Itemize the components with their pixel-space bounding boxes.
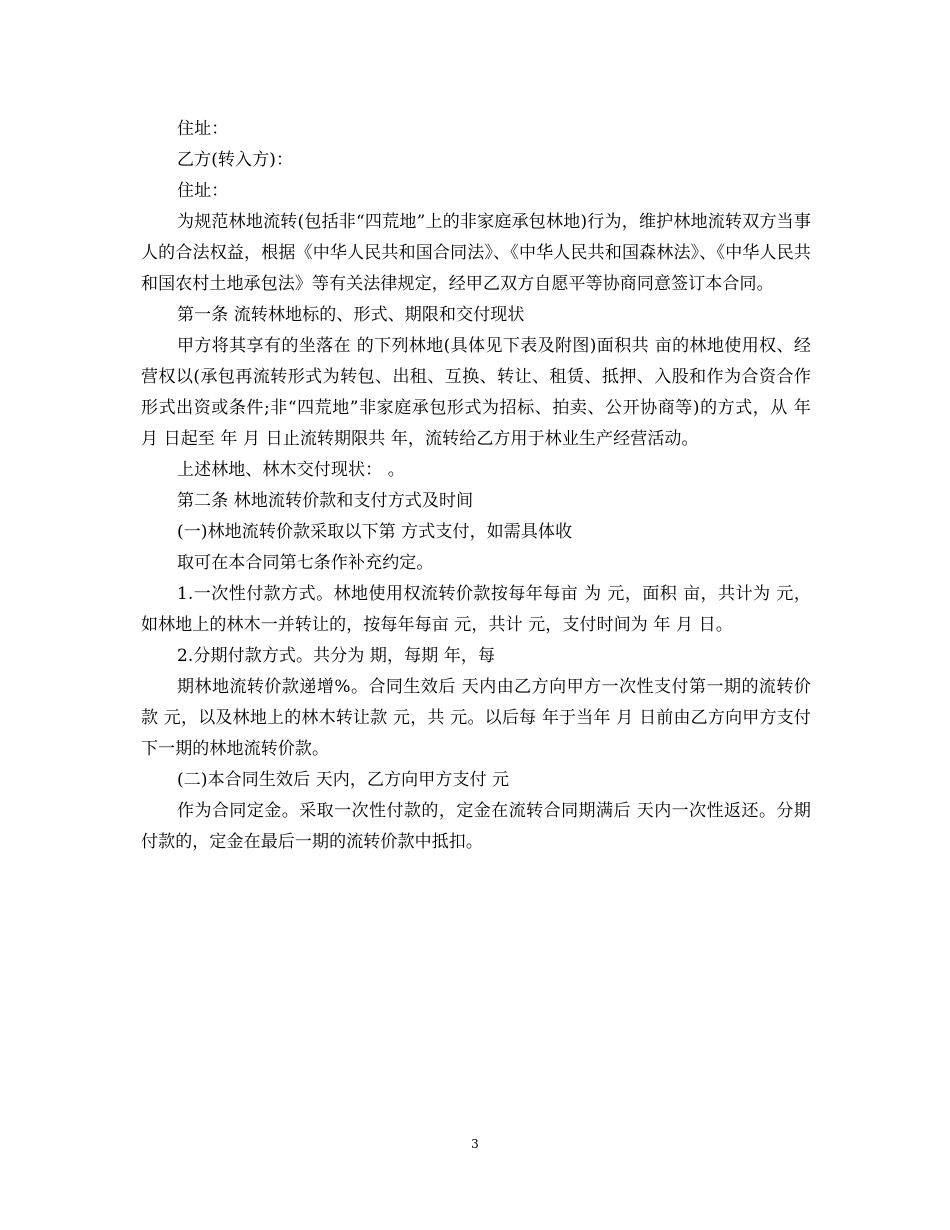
payment-method-continued: 取可在本合同第七条作补充约定。 <box>177 553 434 573</box>
article-2-heading: 第二条 林地流转价款和支付方式及时间 <box>177 491 474 511</box>
article-1-body: 甲方将其享有的坐落在 的下列林地(具体见下表及附图)面积共 亩的林地使用权、经营权以(承包再流转形式为转包、出租、互换、转让、租赁、抵押、入股和作为合资合作形式出资或条件;非“四荒地”非家庭承包形式为招标、拍卖、公开协商等)的方式，从 年 月 日起至 年 月 日止流转期限共 年，流转给乙方用于林业生产经营活动。 <box>141 336 811 449</box>
delivery-status-line: 上述林地、林木交付现状： 。 <box>177 460 405 480</box>
installment-payment-paragraph: 期林地流转价款递增%。合同生效后 天内由乙方向甲方一次性支付第一期的流转价款 元，以及林地上的林木转让款 元，共 元。以后每 年于当年 月 日前由乙方向甲方支付下一期的林地流转价款。 <box>141 677 811 759</box>
address-line-party-a: 住址： <box>177 119 229 139</box>
deposit-line: (二)本合同生效后 天内，乙方向甲方支付 元 <box>177 770 510 790</box>
payment-method-line: (一)林地流转价款采取以下第 方式支付，如需具体收 <box>177 522 573 542</box>
lump-sum-payment-paragraph: 1.一次性付款方式。林地使用权流转价款按每年每亩 为 元，面积 亩，共计为 元，如林地上的林木一并转让的，按每年每亩 元，共计 元，支付时间为 年 月 日。 <box>141 584 811 635</box>
installment-payment-line: 2.分期付款方式。共分为 期，每期 年，每 <box>177 646 496 666</box>
article-1-heading: 第一条 流转林地标的、形式、期限和交付现状 <box>177 305 525 325</box>
party-b-line: 乙方(转入方)： <box>177 150 294 170</box>
document-body <box>141 114 811 858</box>
address-line-party-b: 住址： <box>177 181 229 201</box>
deposit-paragraph: 作为合同定金。采取一次性付款的，定金在流转合同期满后 天内一次性返还。分期付款的，定金在最后一期的流转价款中抵扣。 <box>141 801 811 852</box>
page-number: 3 <box>471 1137 479 1151</box>
preamble-paragraph: 为规范林地流转(包括非“四荒地”上的非家庭承包林地)行为，维护林地流转双方当事人的合法权益，根据《中华人民共和国合同法》、《中华人民共和国森林法》、《中华人民共和国农村土地承包法》等有关法律规定，经甲乙双方自愿平等协商同意签订本合同。 <box>141 212 811 294</box>
